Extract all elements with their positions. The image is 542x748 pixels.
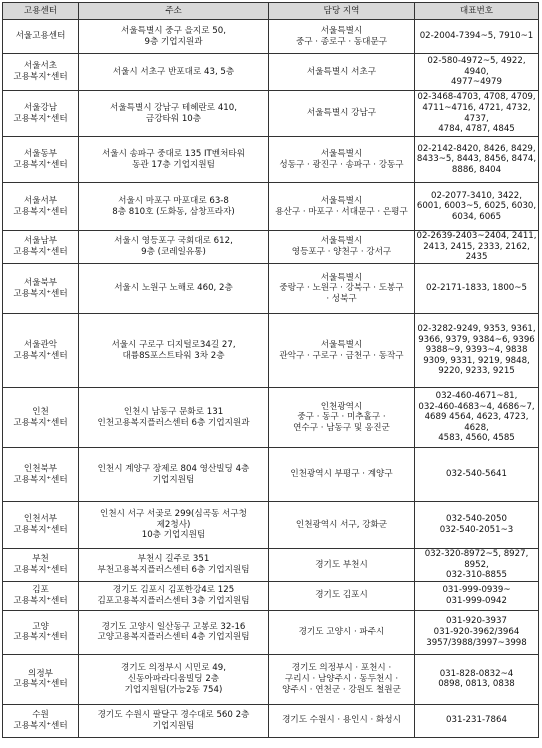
cell-area: 서울특별시 영등포구 · 양천구 · 강서구 bbox=[269, 231, 415, 264]
cell-center: 서울남부 고용복지⁺센터 bbox=[3, 231, 79, 264]
cell-address: 서울시 송파구 중대로 135 IT벤처타워 동관 17층 기업지원팀 bbox=[79, 137, 269, 183]
cell-center: 고양 고용복지⁺센터 bbox=[3, 610, 79, 654]
cell-center: 서울관악 고용복지⁺센터 bbox=[3, 314, 79, 388]
header-center: 고용센터 bbox=[3, 3, 79, 20]
table-row bbox=[3, 610, 539, 654]
cell-center: 의정부 고용복지⁺센터 bbox=[3, 654, 79, 704]
cell-address: 서울시 구로구 디지털로34길 27, 대륭8S포스트타워 3차 2층 bbox=[79, 314, 269, 388]
table-row bbox=[3, 20, 539, 54]
table-row bbox=[3, 183, 539, 231]
cell-address: 인천시 남동구 문화로 131 인천고용복지플러스센터 6층 기업지원과 bbox=[79, 388, 269, 448]
cell-address: 경기도 수원시 팔달구 경수대로 560 2층 기업지원팀 bbox=[79, 704, 269, 737]
cell-phone: 032-540-2050 032-540-2051~3 bbox=[415, 502, 539, 549]
cell-center: 인천서부 고용복지⁺센터 bbox=[3, 502, 79, 549]
cell-address: 인천시 서구 서곶로 299(심곡동 서구청 제2청사) 10층 기업지원팀 bbox=[79, 502, 269, 549]
cell-address: 경기도 김포시 김포한강4로 125 김포고용복지플러스센터 3층 기업지원팀 bbox=[79, 581, 269, 610]
cell-phone: 031-828-0832~4 0898, 0813, 0838 bbox=[415, 654, 539, 704]
cell-address: 인천시 계양구 장제로 804 영산빌딩 4층 기업지원팀 bbox=[79, 448, 269, 502]
table-row bbox=[3, 264, 539, 314]
cell-phone: 032-540-5641 bbox=[415, 448, 539, 502]
table-row bbox=[3, 388, 539, 448]
cell-center: 부천 고용복지⁺센터 bbox=[3, 549, 79, 582]
cell-phone: 032-320-8972~5, 8927, 8952, 032-310-8855 bbox=[415, 549, 539, 582]
cell-phone: 031-920-3937 031-920-3962/3964 3957/3988/3997~3998 bbox=[415, 610, 539, 654]
employment-center-table bbox=[2, 2, 539, 738]
table-body bbox=[3, 20, 539, 738]
cell-area: 서울특별시 중구 · 종로구 · 동대문구 bbox=[269, 20, 415, 54]
cell-area: 인천광역시 서구, 강화군 bbox=[269, 502, 415, 549]
cell-phone: 032-460-4671~81, 032-460-4683~4, 4686~7, 4689 4564, 4623, 4723, 4628, 4583, 4560, 4585 bbox=[415, 388, 539, 448]
table-row bbox=[3, 137, 539, 183]
cell-center: 서울북부 고용복지⁺센터 bbox=[3, 264, 79, 314]
cell-address: 서울특별시 중구 을지로 50, 9층 기업지원과 bbox=[79, 20, 269, 54]
table-row bbox=[3, 549, 539, 582]
table-row bbox=[3, 91, 539, 137]
cell-area: 인천광역시 중구 · 동구 · 미추홀구 · 연수구 · 남동구 및 옹진군 bbox=[269, 388, 415, 448]
cell-address: 서울시 서초구 반포대로 43, 5층 bbox=[79, 54, 269, 91]
cell-center: 서울서초 고용복지⁺센터 bbox=[3, 54, 79, 91]
cell-phone: 02-2077-3410, 3422, 6001, 6003~5, 6025, 6030, 6034, 6065 bbox=[415, 183, 539, 231]
table-row bbox=[3, 502, 539, 549]
cell-center: 수원 고용복지⁺센터 bbox=[3, 704, 79, 737]
cell-phone: 031-231-7864 bbox=[415, 704, 539, 737]
cell-phone: 031-999-0939~ 031-999-0942 bbox=[415, 581, 539, 610]
table-row bbox=[3, 448, 539, 502]
cell-center: 서울고용센터 bbox=[3, 20, 79, 54]
cell-center: 서울동부 고용복지⁺센터 bbox=[3, 137, 79, 183]
cell-area: 서울특별시 서초구 bbox=[269, 54, 415, 91]
cell-area: 서울특별시 관악구 · 구로구 · 금천구 · 동작구 bbox=[269, 314, 415, 388]
cell-phone: 02-3468-4703, 4708, 4709, 4711~4716, 4721, 4732, 4737, 4784, 4787, 4845 bbox=[415, 91, 539, 137]
cell-address: 서울특별시 강남구 테헤란로 410, 금강타워 10층 bbox=[79, 91, 269, 137]
cell-center: 서울강남 고용복지⁺센터 bbox=[3, 91, 79, 137]
cell-area: 경기도 고양시 · 파주시 bbox=[269, 610, 415, 654]
table-row bbox=[3, 231, 539, 264]
header-area: 담당 지역 bbox=[269, 3, 415, 20]
cell-address: 경기도 고양시 일산동구 고봉로 32-16 고양고용복지플러스센터 4층 기업지원팀 bbox=[79, 610, 269, 654]
header-address: 주소 bbox=[79, 3, 269, 20]
cell-phone: 02-2171-1833, 1800~5 bbox=[415, 264, 539, 314]
cell-phone: 02-2142-8420, 8426, 8429, 8433~5, 8443, 8456, 8474, 8886, 8404 bbox=[415, 137, 539, 183]
cell-address: 서울시 노원구 노해로 460, 2층 bbox=[79, 264, 269, 314]
cell-phone: 02-2004-7394~5, 7910~1 bbox=[415, 20, 539, 54]
cell-phone: 02-2639-2403~2404, 2411, 2413, 2415, 2333, 2162, 2435 bbox=[416, 231, 537, 263]
cell-area: 경기도 의정부시 · 포천시 · 구리시 · 남양주시 · 동두천시 · 양주시 · 연천군 · 강원도 철원군 bbox=[269, 654, 415, 704]
cell-area: 서울특별시 용산구 · 마포구 · 서대문구 · 은평구 bbox=[269, 183, 415, 231]
cell-area: 인천광역시 부평구 · 계양구 bbox=[269, 448, 415, 502]
cell-center: 인천 고용복지⁺센터 bbox=[3, 388, 79, 448]
cell-area: 경기도 김포시 bbox=[269, 581, 415, 610]
cell-center: 인천북부 고용복지⁺센터 bbox=[3, 448, 79, 502]
cell-address: 서울시 마포구 마포대로 63-8 8층 810호 (도화동, 삼창프라자) bbox=[79, 183, 269, 231]
cell-phone: 02-3282-9249, 9353, 9361, 9366, 9379, 9384~6, 9396 9388~9, 9393~4, 9838 9309, 9331, 9219, 9848, 9220, 9233, 9215 bbox=[415, 314, 539, 388]
cell-area: 서울특별시 중랑구 · 노원구 · 강북구 · 도봉구 · 성북구 bbox=[269, 264, 415, 314]
cell-area: 서울특별시 성동구 · 광진구 · 송파구 · 강동구 bbox=[269, 137, 415, 183]
table-row bbox=[3, 581, 539, 610]
cell-address: 경기도 의정부시 시민로 49, 신동아파라디움빌딩 2층 기업지원팀(가능2동 754) bbox=[79, 654, 269, 704]
cell-address: 부천시 길주로 351 부천고용복지플러스센터 6층 기업지원팀 bbox=[79, 549, 269, 582]
header-phone: 대표번호 bbox=[415, 3, 539, 20]
cell-area: 경기도 부천시 bbox=[269, 549, 415, 582]
cell-address: 서울시 영등포구 국회대로 612, 9층 (코레일유통) bbox=[79, 231, 269, 264]
cell-phone: 02-580-4972~5, 4922, 4940, 4977~4979 bbox=[415, 54, 539, 91]
cell-area: 서울특별시 강남구 bbox=[269, 91, 415, 137]
cell-center: 서울서부 고용복지⁺센터 bbox=[3, 183, 79, 231]
table-row bbox=[3, 314, 539, 388]
table-header-row bbox=[3, 3, 539, 20]
table-row bbox=[3, 704, 539, 737]
cell-center: 김포 고용복지⁺센터 bbox=[3, 581, 79, 610]
cell-area: 경기도 수원시 · 용인시 · 화성시 bbox=[269, 704, 415, 737]
table-row bbox=[3, 654, 539, 704]
table-row bbox=[3, 54, 539, 91]
employment-center-table-wrapper bbox=[2, 2, 538, 738]
